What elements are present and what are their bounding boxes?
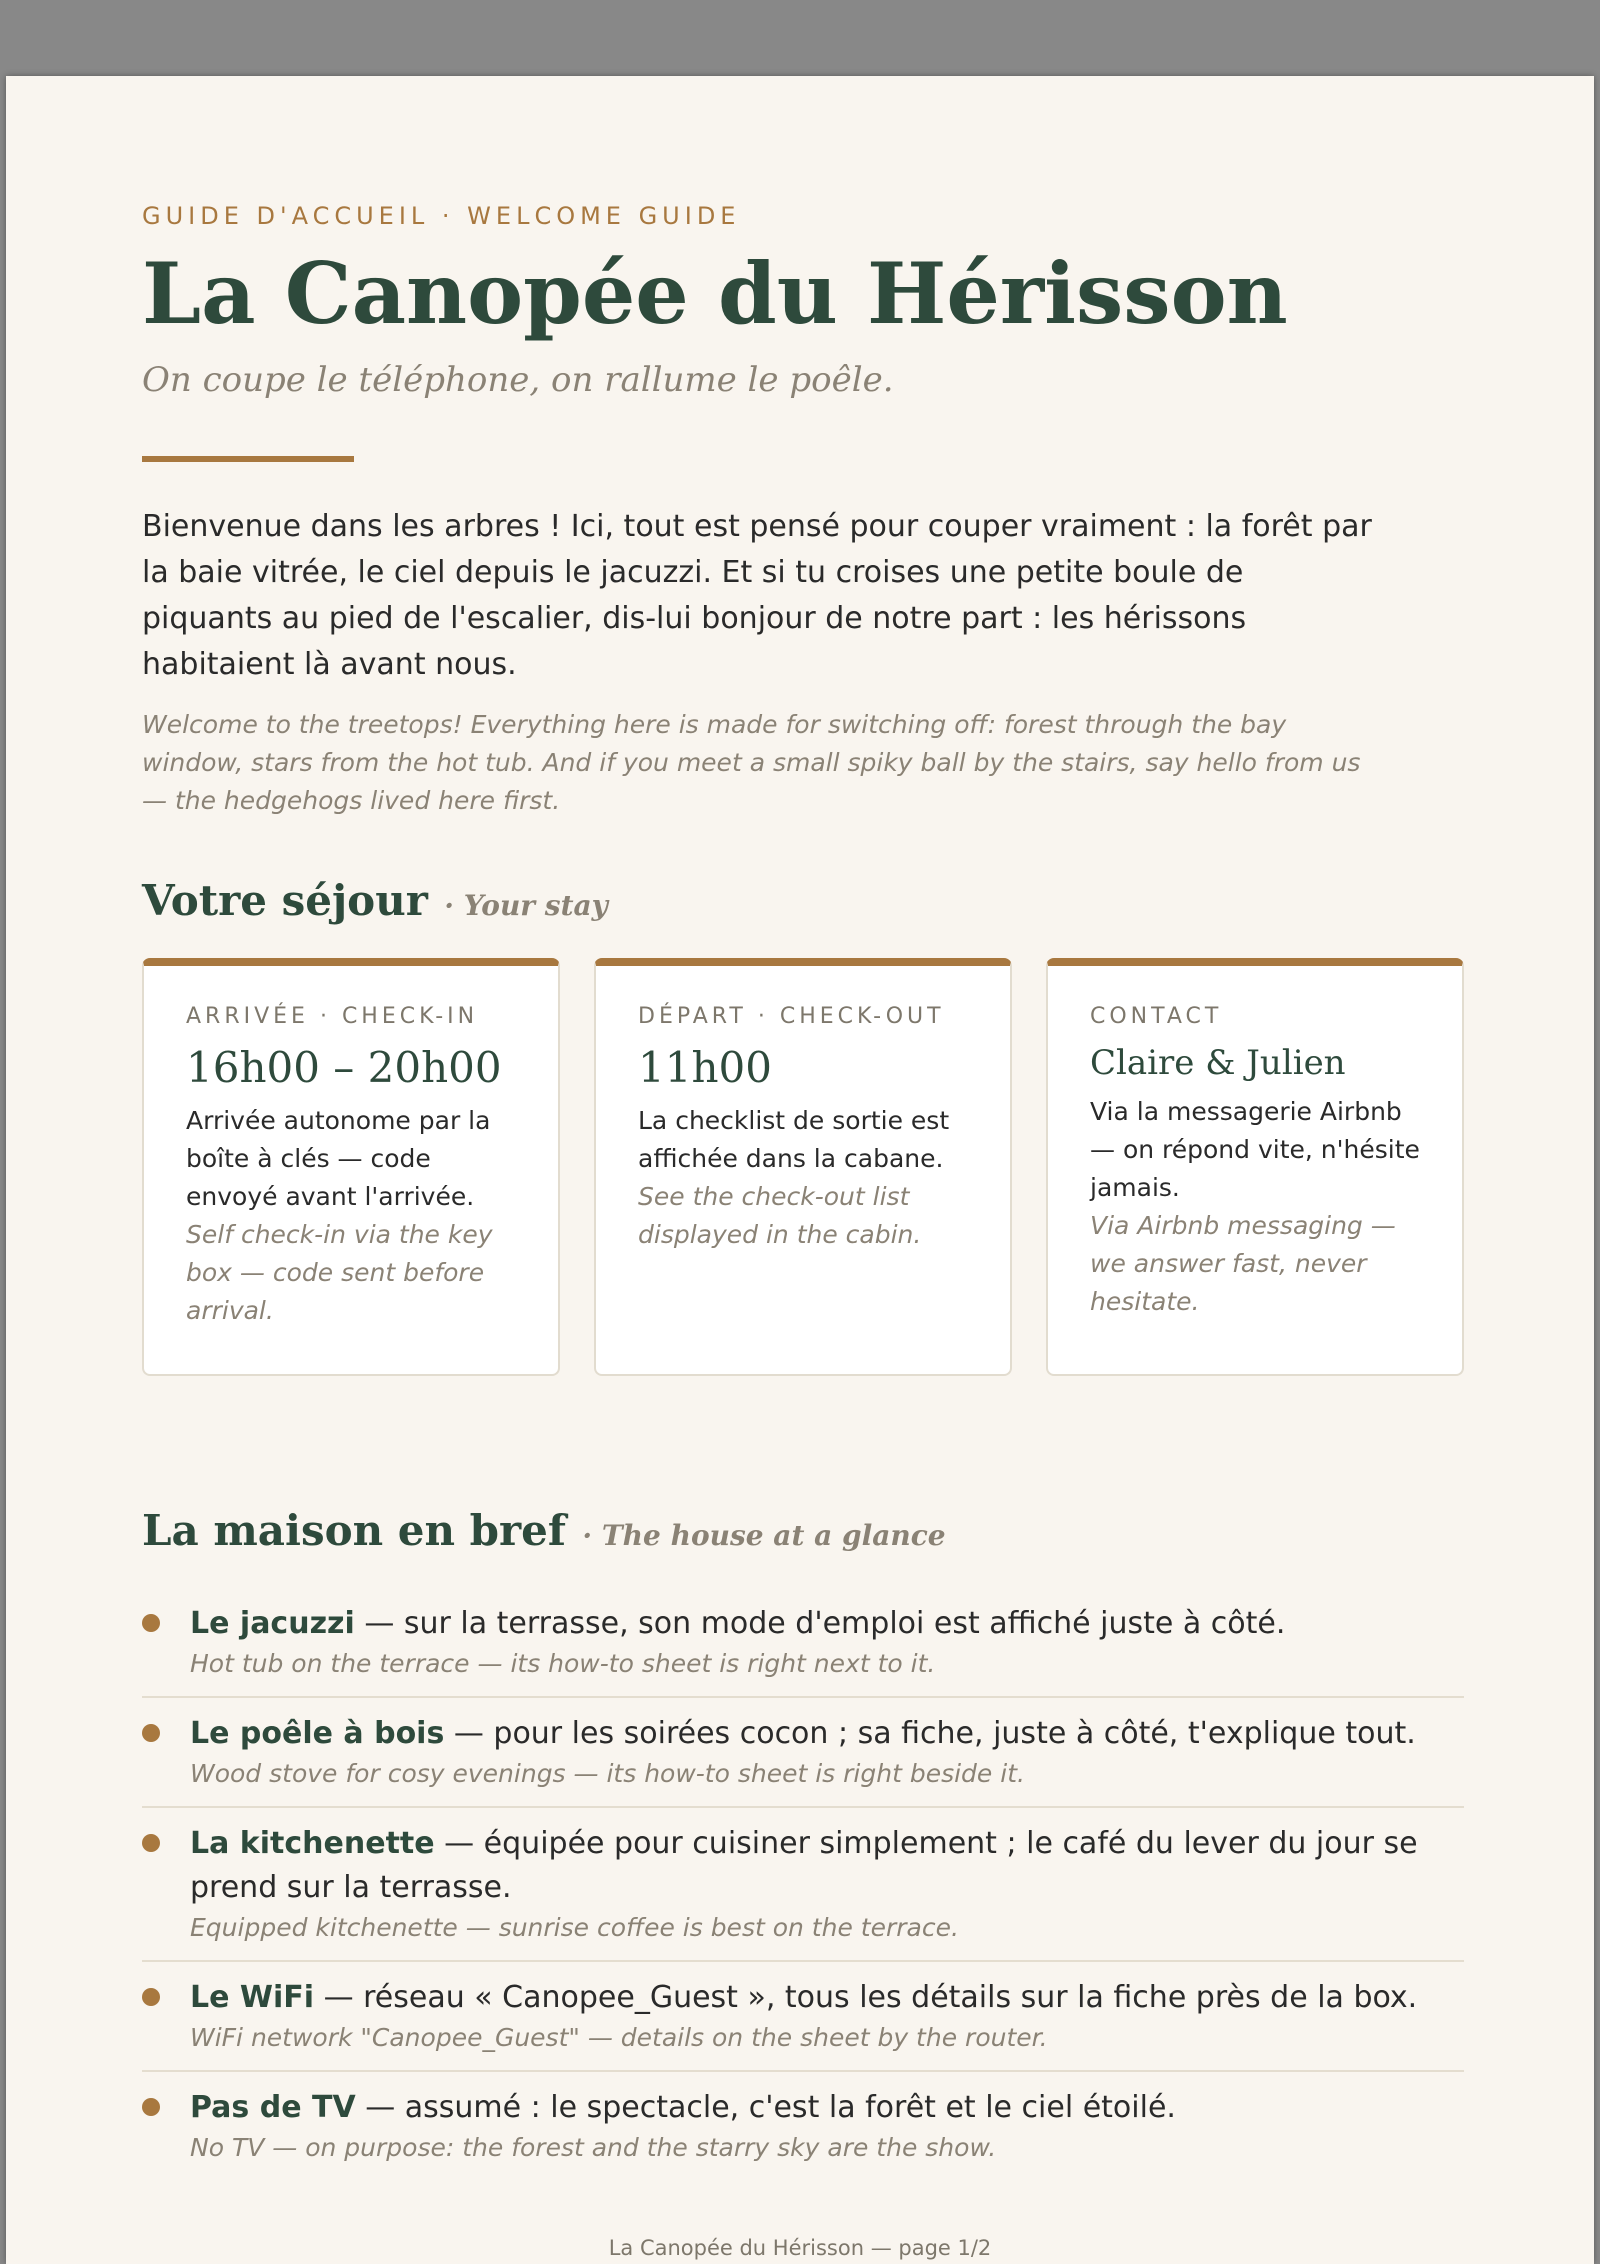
card-text-en: See the check-out list displayed in the cabin. bbox=[638, 1182, 922, 1249]
bullet-dot-icon bbox=[142, 1724, 160, 1742]
item-description: — pour les soirées cocon ; sa fiche, juste à côté, t'explique tout. bbox=[444, 1716, 1416, 1751]
bullet-dot-icon bbox=[142, 1988, 160, 2006]
bullet-dot-icon bbox=[142, 1834, 160, 1852]
guide-eyebrow: GUIDE D'ACCUEIL · WELCOME GUIDE bbox=[142, 202, 741, 230]
card-text-en: Via Airbnb messaging — we answer fast, never hesitate. bbox=[1090, 1211, 1396, 1316]
page-subtitle: On coupe le téléphone, on rallume le poêle. bbox=[142, 360, 894, 400]
accent-divider bbox=[142, 456, 354, 462]
list-item bbox=[142, 1596, 1464, 1698]
stay-cards bbox=[142, 958, 1464, 1376]
list-item bbox=[142, 2072, 1464, 2180]
card-label: ARRIVÉE · CHECK-IN bbox=[186, 1004, 479, 1029]
stay-heading-fr: Votre séjour bbox=[142, 876, 428, 925]
page-footer: La Canopée du Hérisson — page 1/2 bbox=[608, 2236, 992, 2260]
intro-english: Welcome to the treetops! Everything here is made for switching off: forest through the bay window, stars from the hot tub. And if you meet a small spiky ball by the stairs, say hello from us — the hedgehogs lived here first. bbox=[142, 710, 1361, 815]
card-label: CONTACT bbox=[1090, 1004, 1223, 1029]
card-value: Claire & Julien bbox=[1090, 1043, 1346, 1083]
item-text-en: Hot tub on the terrace — its how-to sheet is right next to it. bbox=[190, 1649, 936, 1678]
stay-heading-en: · Your stay bbox=[444, 889, 608, 922]
card-label: DÉPART · CHECK-OUT bbox=[638, 1004, 945, 1029]
item-name: Pas de TV bbox=[190, 2090, 356, 2125]
item-text-en: No TV — on purpose: the forest and the starry sky are the show. bbox=[190, 2133, 997, 2162]
checkin-card bbox=[142, 958, 560, 1376]
checkout-card bbox=[594, 958, 1012, 1376]
card-text-fr: Arrivée autonome par la boîte à clés — code envoyé avant l'arrivée. bbox=[186, 1106, 491, 1211]
stay-section-heading bbox=[142, 876, 608, 925]
page-title: La Canopée du Hérisson bbox=[142, 244, 1288, 343]
item-text-fr bbox=[190, 1712, 1464, 1756]
house-heading-en: · The house at a glance bbox=[582, 1519, 946, 1552]
document-page bbox=[6, 76, 1594, 2264]
item-name: Le WiFi bbox=[190, 1980, 315, 2015]
item-text-fr bbox=[190, 1822, 1464, 1910]
card-value: 16h00 – 20h00 bbox=[186, 1043, 502, 1092]
item-description: — assumé : le spectacle, c'est la forêt et le ciel étoilé. bbox=[355, 2090, 1176, 2125]
bullet-dot-icon bbox=[142, 1614, 160, 1632]
item-text-fr bbox=[190, 1976, 1464, 2020]
card-text-en: Self check-in via the key box — code sent before arrival. bbox=[186, 1220, 493, 1325]
card-text-fr: La checklist de sortie est affichée dans la cabane. bbox=[638, 1106, 950, 1173]
item-description: — sur la terrasse, son mode d'emploi est affiché juste à côté. bbox=[354, 1606, 1286, 1641]
card-value: 11h00 bbox=[638, 1043, 772, 1092]
item-description: — équipée pour cuisiner simplement ; le café du lever du jour se prend sur la terrasse. bbox=[190, 1826, 1418, 1905]
list-item bbox=[142, 1808, 1464, 1962]
bullet-dot-icon bbox=[142, 2098, 160, 2116]
contact-card bbox=[1046, 958, 1464, 1376]
house-features-list bbox=[142, 1596, 1464, 2180]
intro-french: Bienvenue dans les arbres ! Ici, tout est pensé pour couper vraiment : la forêt par la baie vitrée, le ciel depuis le jacuzzi. Et si tu croises une petite boule de piquants au pied de l'escalier, dis-lui bonjour de notre part : les hérissons habitaient là avant nous. bbox=[142, 509, 1372, 682]
item-text-fr bbox=[190, 2086, 1464, 2130]
item-name: La kitchenette bbox=[190, 1826, 435, 1861]
item-name: Le poêle à bois bbox=[190, 1716, 445, 1751]
item-description: — réseau « Canopee_Guest », tous les détails sur la fiche près de la box. bbox=[314, 1980, 1418, 2015]
house-section-heading bbox=[142, 1506, 946, 1555]
item-text-fr bbox=[190, 1602, 1464, 1646]
house-heading-fr: La maison en bref bbox=[142, 1506, 566, 1555]
card-text-fr: Via la messagerie Airbnb — on répond vite, n'hésite jamais. bbox=[1090, 1097, 1420, 1202]
item-text-en: Equipped kitchenette — sunrise coffee is best on the terrace. bbox=[190, 1913, 959, 1942]
list-item bbox=[142, 1962, 1464, 2072]
item-name: Le jacuzzi bbox=[190, 1606, 355, 1641]
item-text-en: Wood stove for cosy evenings — its how-to sheet is right beside it. bbox=[190, 1759, 1025, 1788]
item-text-en: WiFi network "Canopee_Guest" — details on the sheet by the router. bbox=[190, 2023, 1048, 2052]
list-item bbox=[142, 1698, 1464, 1808]
